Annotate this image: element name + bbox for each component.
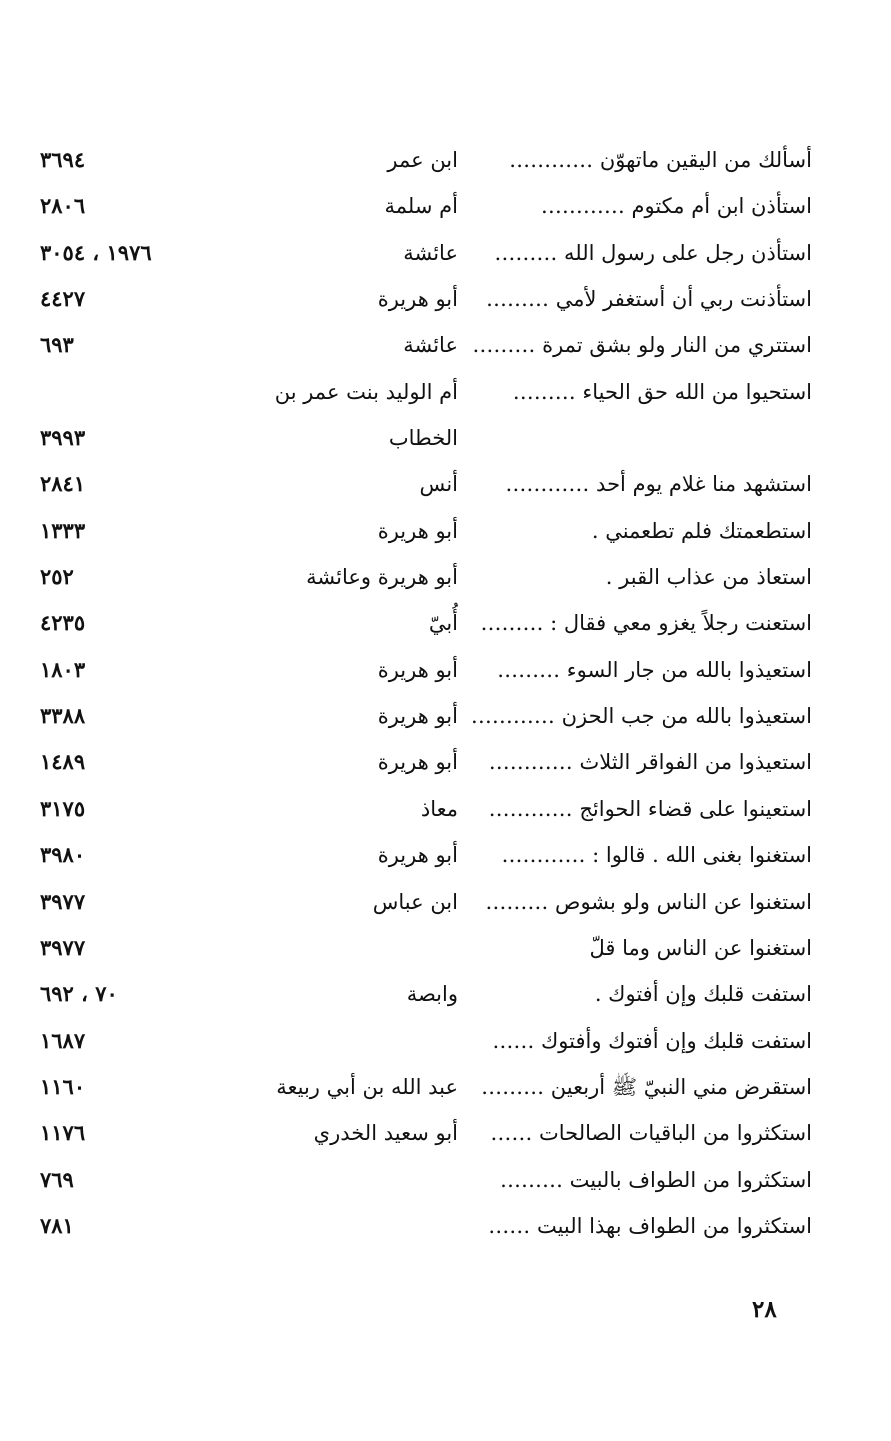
- hadith-text: استتري من النار ولو بشق تمرة ………: [472, 333, 812, 358]
- hadith-numbers: ٣٩٧٧: [40, 888, 86, 914]
- index-row: [40, 137, 812, 183]
- narrator-name: معاذ: [420, 796, 458, 821]
- index-row: [40, 971, 812, 1017]
- narrator-name: أم سلمة: [384, 194, 458, 219]
- index-row: [40, 322, 812, 368]
- index-row: [40, 879, 812, 925]
- hadith-numbers: ١١٦٠: [40, 1073, 86, 1099]
- hadith-numbers: ١١٧٦: [40, 1120, 86, 1146]
- narrator-name: أبو هريرة: [377, 843, 458, 868]
- index-row: [40, 508, 812, 554]
- hadith-numbers: ١٤٨٩: [40, 749, 86, 775]
- hadith-numbers: ١٨٠٣: [40, 656, 86, 682]
- hadith-text: استعينوا على قضاء الحوائج …………: [488, 796, 812, 821]
- index-row: [40, 600, 812, 646]
- hadith-numbers: ٣٩٧٧: [40, 934, 86, 960]
- index-row: [40, 832, 812, 878]
- index-table: [40, 137, 812, 1249]
- index-row: [40, 786, 812, 832]
- narrator-name: وابصة: [406, 982, 458, 1007]
- hadith-text: استعيذوا بالله من جب الحزن …………: [470, 704, 812, 729]
- hadith-text: استكثروا من الباقيات الصالحات ……: [490, 1121, 812, 1146]
- hadith-numbers: ٣٦٩٤: [40, 147, 86, 172]
- narrator-name: عبد الله بن أبي ربيعة: [276, 1074, 458, 1099]
- index-row: [40, 369, 812, 415]
- narrator-name: أبو سعيد الخدري: [313, 1121, 458, 1146]
- hadith-text: استأذن رجل على رسول الله ………: [494, 240, 812, 265]
- narrator-name: أبو هريرة: [377, 657, 458, 682]
- narrator-name: ابن عمر: [387, 148, 458, 172]
- hadith-numbers: ٢٨٤١: [40, 471, 86, 497]
- index-row: [40, 925, 812, 971]
- hadith-numbers: ١٩٧٦ ، ٣٠٥٤: [40, 239, 152, 265]
- narrator-name: الخطاب: [388, 426, 458, 451]
- index-row: [40, 461, 812, 507]
- narrator-name: أنس: [419, 472, 458, 497]
- hadith-numbers: ٧٠ ، ٦٩٢: [40, 981, 118, 1007]
- hadith-numbers: ٣٣٨٨: [40, 703, 86, 729]
- hadith-text: استكثروا من الطواف بالبيت ………: [499, 1167, 812, 1192]
- index-row: [40, 1203, 812, 1249]
- index-row: [40, 1018, 812, 1064]
- hadith-text: استأذن ابن أم مكتوم …………: [540, 194, 812, 219]
- narrator-name: أبو هريرة: [377, 287, 458, 312]
- hadith-text: استغنوا بغنى الله . قالوا : …………: [501, 843, 812, 868]
- hadith-text: استعيذوا من الفواقر الثلاث …………: [488, 750, 812, 775]
- page-number: ٢٨: [752, 1296, 777, 1323]
- hadith-text: استكثروا من الطواف بهذا البيت ……: [488, 1213, 812, 1238]
- index-row: [40, 276, 812, 322]
- index-row: [40, 415, 812, 461]
- index-row: [40, 693, 812, 739]
- hadith-text: أسألك من اليقين ماتهوّن …………: [509, 148, 812, 172]
- hadith-numbers: ٧٨١: [40, 1212, 74, 1238]
- hadith-numbers: ١٣٣٣: [40, 517, 86, 543]
- index-row: [40, 230, 812, 276]
- hadith-text: استأذنت ربي أن أستغفر لأمي ………: [486, 287, 812, 312]
- hadith-text: استغنوا عن الناس ولو بشوص ………: [485, 889, 812, 914]
- hadith-numbers: ٣٩٨٠: [40, 842, 86, 868]
- hadith-text: استطعمتك فلم تطعمني .: [591, 518, 812, 543]
- hadith-numbers: ٢٨٠٦: [40, 193, 86, 219]
- index-row: [40, 647, 812, 693]
- hadith-numbers: ٣٩٩٣: [40, 425, 86, 451]
- hadith-numbers: ٣١٧٥: [40, 795, 86, 821]
- hadith-text: استفت قلبك وإن أفتوك .: [594, 982, 812, 1007]
- narrator-name: ابن عباس: [372, 889, 458, 914]
- hadith-numbers: ١٦٨٧: [40, 1027, 86, 1053]
- narrator-name: عائشة: [403, 333, 458, 358]
- index-row: [40, 554, 812, 600]
- narrator-name: أم الوليد بنت عمر بن: [274, 379, 458, 404]
- hadith-numbers: ٢٥٢: [40, 564, 74, 590]
- hadith-text: استغنوا عن الناس وما قلّ: [589, 935, 812, 960]
- hadith-numbers: ٦٩٣: [40, 332, 74, 358]
- narrator-name: أبو هريرة: [377, 704, 458, 729]
- hadith-text: استفت قلبك وإن أفتوك وأفتوك ……: [492, 1028, 812, 1053]
- hadith-numbers: ٧٦٩: [40, 1166, 74, 1192]
- narrator-name: أبو هريرة وعائشة: [306, 565, 458, 590]
- narrator-name: أبو هريرة: [377, 518, 458, 543]
- index-row: [40, 1157, 812, 1203]
- index-row: [40, 183, 812, 229]
- hadith-text: استشهد منا غلام يوم أحد …………: [505, 472, 812, 497]
- hadith-text: استعاذ من عذاب القبر .: [605, 565, 812, 590]
- hadith-text: استعيذوا بالله من جار السوء ………: [497, 657, 812, 682]
- hadith-text: استعنت رجلاً يغزو معي فقال : ………: [480, 611, 812, 636]
- narrator-name: أبو هريرة: [377, 750, 458, 775]
- hadith-numbers: ٤٤٢٧: [40, 286, 86, 312]
- index-row: [40, 1064, 812, 1110]
- hadith-numbers: ٤٢٣٥: [40, 610, 86, 636]
- hadith-text: استحيوا من الله حق الحياء ………: [512, 379, 812, 404]
- narrator-name: أُبيّ: [428, 611, 458, 636]
- index-row: [40, 1110, 812, 1156]
- narrator-name: عائشة: [403, 240, 458, 265]
- index-row: [40, 739, 812, 785]
- hadith-text: استقرض مني النبيّ ﷺ أربعين ………: [481, 1074, 812, 1099]
